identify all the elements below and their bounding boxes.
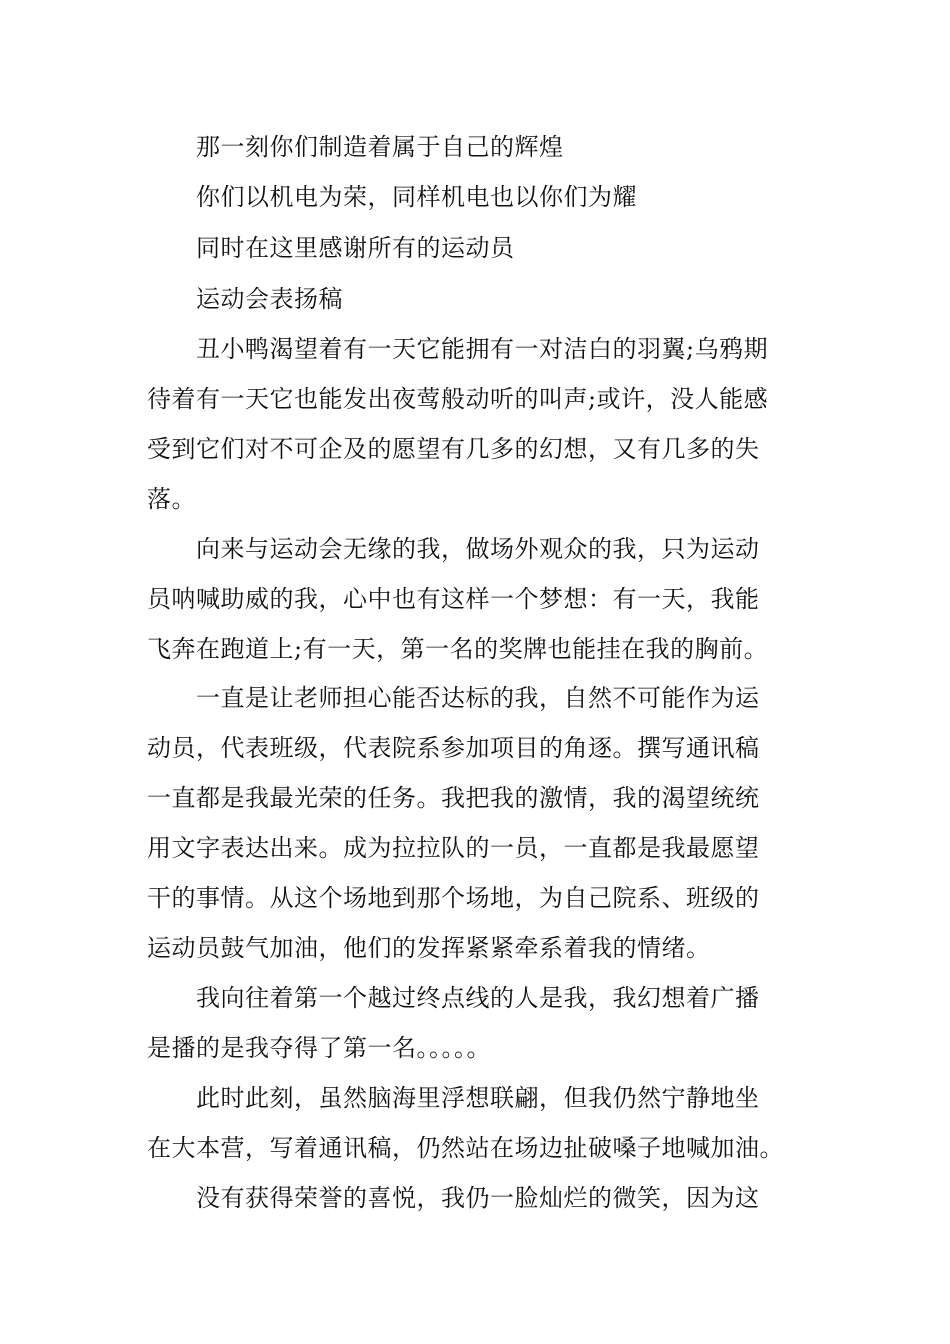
section-title: 运动会表扬稿	[196, 285, 343, 313]
text-line: 用文字表达出来。成为拉拉队的一员，一直都是我最愿望	[147, 834, 760, 862]
text-line: 向来与运动会无缘的我，做场外观众的我，只为运动	[196, 535, 760, 563]
text-line: 一直都是我最光荣的任务。我把我的激情，我的渴望统统	[147, 784, 760, 812]
text-line: 同时在这里感谢所有的运动员	[196, 234, 515, 262]
text-line: 没有获得荣誉的喜悦，我仍一脸灿烂的微笑，因为这	[196, 1184, 760, 1212]
text-line: 员呐喊助威的我，心中也有这样一个梦想：有一天，我能	[147, 585, 760, 613]
text-line: 飞奔在跑道上;有一天，第一名的奖牌也能挂在我的胸前。	[147, 635, 769, 663]
text-line: 运动员鼓气加油，他们的发挥紧紧牵系着我的情绪。	[147, 934, 711, 962]
text-line: 待着有一天它也能发出夜莺般动听的叫声;或许，没人能感	[147, 385, 769, 413]
text-line: 一直是让老师担心能否达标的我，自然不可能作为运	[196, 684, 760, 712]
text-line: 动员，代表班级，代表院系参加项目的角逐。撰写通讯稿	[147, 734, 760, 762]
text-line: 落。	[147, 485, 196, 513]
text-line: 此时此刻，虽然脑海里浮想联翩，但我仍然宁静地坐	[196, 1084, 760, 1112]
text-line: 那一刻你们制造着属于自己的辉煌	[196, 133, 564, 161]
text-line: 在大本营，写着通讯稿，仍然站在场边扯破嗓子地喊加油。	[147, 1134, 784, 1162]
text-line: 丑小鸭渴望着有一天它能拥有一对洁白的羽翼;乌鸦期	[196, 335, 769, 363]
text-line: 是播的是我夺得了第一名。。。。。	[147, 1034, 491, 1062]
text-line: 干的事情。从这个场地到那个场地，为自己院系、班级的	[147, 884, 760, 912]
text-line: 你们以机电为荣，同样机电也以你们为耀	[196, 183, 637, 211]
text-line: 受到它们对不可企及的愿望有几多的幻想，又有几多的失	[147, 435, 760, 463]
text-line: 我向往着第一个越过终点线的人是我，我幻想着广播	[196, 984, 760, 1012]
